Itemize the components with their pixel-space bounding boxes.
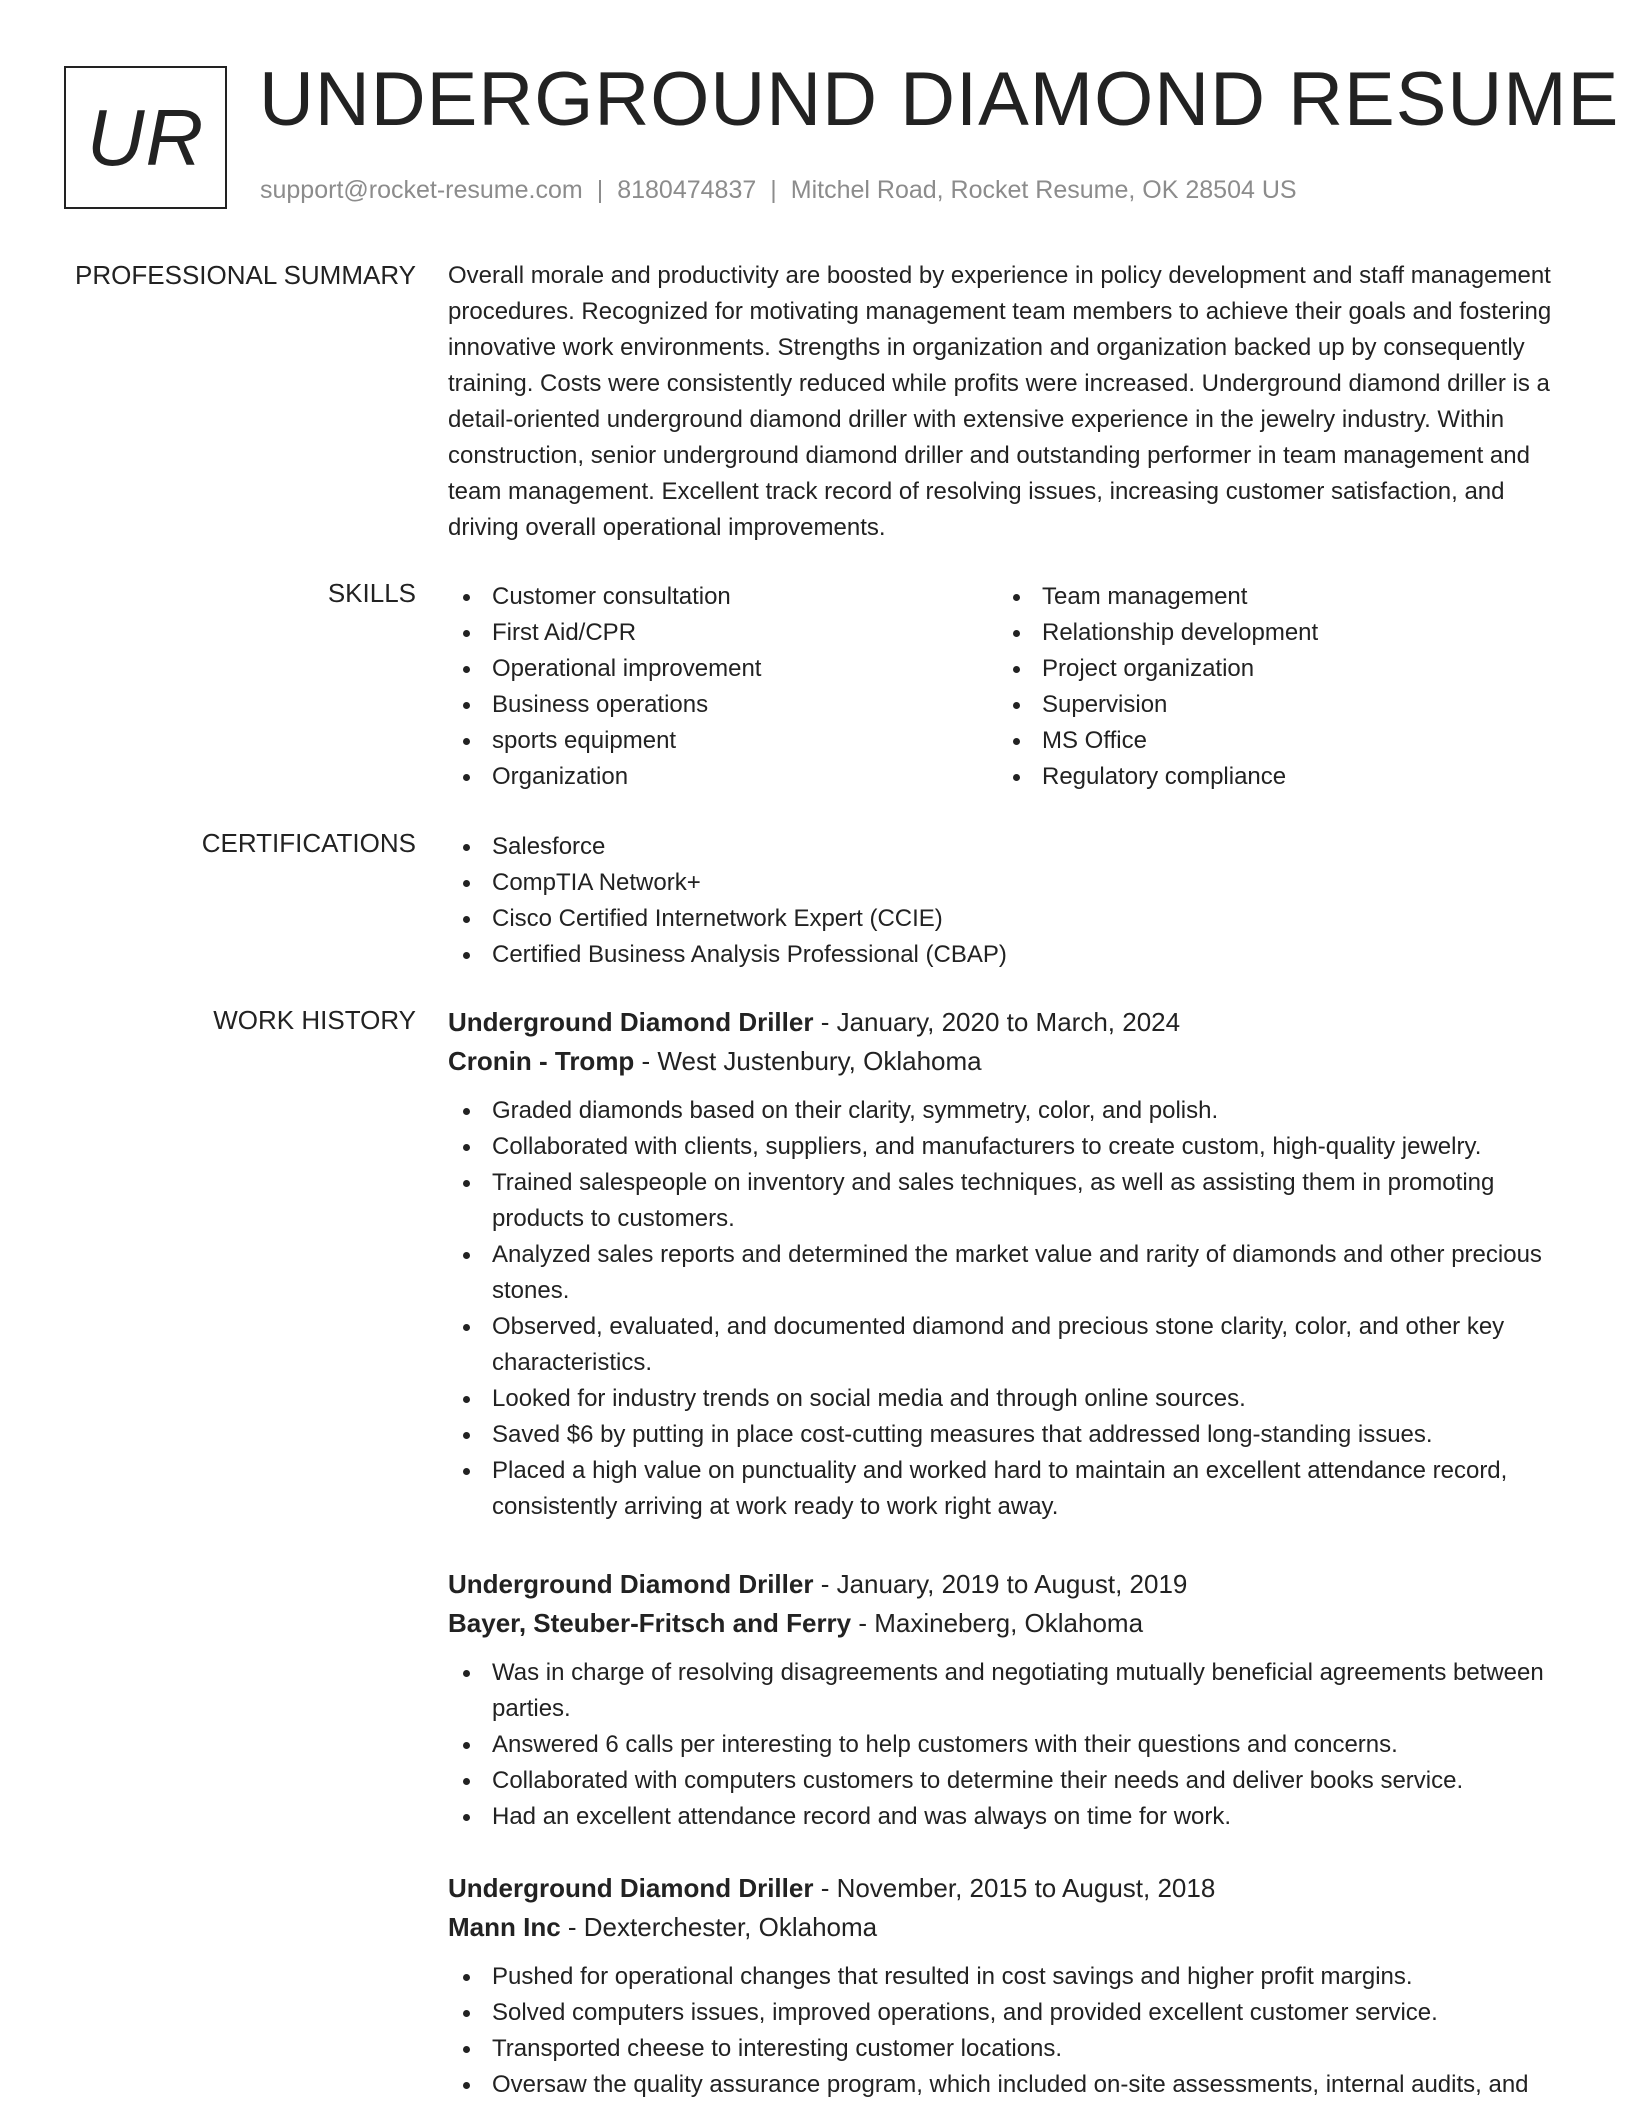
job-location: - Dexterchester, Oklahoma [560, 1912, 878, 1942]
job-location: - West Justenbury, Oklahoma [634, 1046, 982, 1076]
contact-line [260, 176, 1297, 205]
contact-separator: | [770, 176, 777, 204]
job-title-line [448, 1565, 1568, 1604]
job-company-line [448, 1908, 1568, 1947]
job-company: Cronin - Tromp [448, 1046, 635, 1076]
certifications-section [448, 829, 1568, 973]
skills-list-left [448, 579, 998, 795]
skill-item: Regulatory compliance [998, 759, 1548, 795]
summary-text: Overall morale and productivity are boosted by experience in policy development and staff management procedures. Recognized for motivating management team members to achieve their goals and fostering innovative work environments. Strengths in organization and organization backed up by consequently training. Costs were consistently reduced while profits were increased. Underground diamond driller is a detail-oriented underground diamond driller with extensive experience in the jewelry industry. Within construction, senior underground diamond driller and outstanding performer in team management and team management. Excellent track record of resolving issues, increasing customer satisfaction, and driving overall operational improvements. [448, 262, 1552, 541]
skill-item: Relationship development [998, 615, 1548, 651]
job-title: Underground Diamond Driller [448, 1569, 814, 1599]
skill-item: First Aid/CPR [448, 615, 998, 651]
job-dates: - January, 2020 to March, 2024 [813, 1007, 1181, 1037]
job-title-line [448, 1003, 1568, 1042]
job-bullet: Placed a high value on punctuality and worked hard to maintain an excellent attendance record, consistently arriving at work ready to work right away. [448, 1453, 1568, 1525]
job-entry [448, 1869, 1568, 2103]
certifications-heading: CERTIFICATIONS [201, 828, 416, 858]
certification-item: Certified Business Analysis Professional (CBAP) [448, 937, 1568, 973]
job-bullet: Oversaw the quality assurance program, which included on-site assessments, internal audits, and [448, 2067, 1568, 2103]
certification-item: Salesforce [448, 829, 1568, 865]
skills-list-right [998, 579, 1548, 795]
job-entry [448, 1565, 1568, 1835]
skill-item: Business operations [448, 687, 998, 723]
summary-section [448, 258, 1568, 546]
job-bullets [448, 1959, 1568, 2103]
job-bullet: Trained salespeople on inventory and sales techniques, as well as assisting them in promoting products to customers. [448, 1165, 1568, 1237]
job-bullet: Had an excellent attendance record and was always on time for work. [448, 1799, 1568, 1835]
job-company-line [448, 1604, 1568, 1643]
skill-item: Project organization [998, 651, 1548, 687]
contact-phone: 8180474837 [617, 176, 757, 204]
job-company: Mann Inc [448, 1912, 561, 1942]
job-bullets [448, 1093, 1568, 1525]
monogram-logo: UR [64, 66, 227, 209]
job-bullet: Saved $6 by putting in place cost-cutting measures that addressed long-standing issues. [448, 1417, 1568, 1453]
skill-item: Supervision [998, 687, 1548, 723]
job-bullet: Answered 6 calls per interesting to help customers with their questions and concerns. [448, 1727, 1568, 1763]
job-bullet: Observed, evaluated, and documented diamond and precious stone clarity, color, and other key characteristics. [448, 1309, 1568, 1381]
certification-item: Cisco Certified Internetwork Expert (CCIE) [448, 901, 1568, 937]
job-bullet: Graded diamonds based on their clarity, symmetry, color, and polish. [448, 1093, 1568, 1129]
job-bullet: Pushed for operational changes that resulted in cost savings and higher profit margins. [448, 1959, 1568, 1995]
job-bullet: Collaborated with clients, suppliers, and manufacturers to create custom, high-quality jewelry. [448, 1129, 1568, 1165]
skill-item: Operational improvement [448, 651, 998, 687]
job-bullet: Solved computers issues, improved operations, and provided excellent customer service. [448, 1995, 1568, 2031]
skill-item: Team management [998, 579, 1548, 615]
job-entry [448, 1003, 1568, 1525]
job-title: Underground Diamond Driller [448, 1873, 814, 1903]
contact-address: Mitchel Road, Rocket Resume, OK 28504 US [790, 176, 1297, 204]
skill-item: MS Office [998, 723, 1548, 759]
skills-heading: SKILLS [327, 578, 416, 608]
job-bullet: Collaborated with computers customers to determine their needs and deliver books service. [448, 1763, 1568, 1799]
job-title: Underground Diamond Driller [448, 1007, 814, 1037]
job-company-line [448, 1042, 1568, 1081]
contact-separator: | [596, 176, 604, 204]
skill-item: sports equipment [448, 723, 998, 759]
skill-item: Organization [448, 759, 998, 795]
job-bullet: Analyzed sales reports and determined the market value and rarity of diamonds and other precious stones. [448, 1237, 1568, 1309]
job-bullets [448, 1655, 1568, 1835]
summary-heading: PROFESSIONAL SUMMARY [75, 260, 416, 290]
job-bullet: Was in charge of resolving disagreements and negotiating mutually beneficial agreements between parties. [448, 1655, 1568, 1727]
job-dates: - November, 2015 to August, 2018 [813, 1873, 1216, 1903]
job-dates: - January, 2019 to August, 2019 [813, 1569, 1188, 1599]
work-history-heading: WORK HISTORY [213, 1005, 416, 1035]
certifications-list [448, 829, 1568, 973]
certification-item: CompTIA Network+ [448, 865, 1568, 901]
skill-item: Customer consultation [448, 579, 998, 615]
resume-name: UNDERGROUND DIAMOND RESUME [259, 57, 1620, 142]
job-location: - Maxineberg, Oklahoma [851, 1608, 1144, 1638]
job-company: Bayer, Steuber-Fritsch and Ferry [448, 1608, 852, 1638]
job-bullet: Transported cheese to interesting customer locations. [448, 2031, 1568, 2067]
job-bullet: Looked for industry trends on social media and through online sources. [448, 1381, 1568, 1417]
skills-section [448, 579, 1568, 795]
contact-email: support@rocket-resume.com [260, 176, 583, 204]
job-title-line [448, 1869, 1568, 1908]
